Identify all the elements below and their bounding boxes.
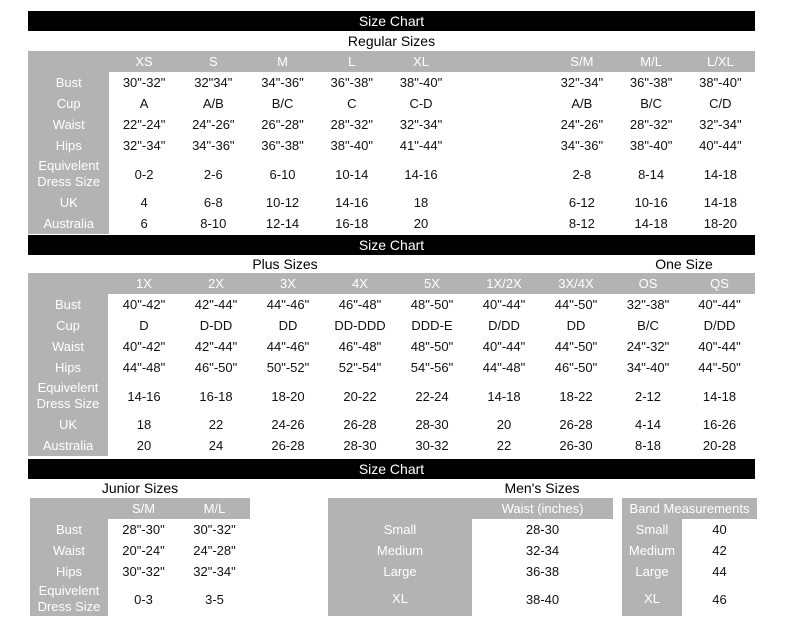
cell: D/DD (684, 315, 755, 336)
cell: 32"-34" (547, 72, 616, 93)
one-size-title: One Size (655, 256, 713, 272)
cell: 6 (109, 213, 178, 234)
cell: 0-2 (109, 156, 178, 192)
cell: 42"-44" (180, 336, 252, 357)
cell: 40"-42" (108, 336, 180, 357)
cell: 14-16 (317, 192, 386, 213)
cell: D/DD (468, 315, 540, 336)
column-header: M/L (616, 51, 685, 72)
cell (456, 192, 548, 213)
cell: 44"-50" (684, 357, 755, 378)
cell (456, 135, 548, 156)
cell: 14-18 (686, 192, 755, 213)
cell: 46"-48" (324, 336, 396, 357)
cell: 32"-34" (109, 135, 178, 156)
size-chart-bar-label: Size Chart (358, 237, 425, 253)
cell: 24 (180, 435, 252, 456)
table-row (30, 540, 250, 561)
cell: B/C (616, 93, 685, 114)
cell (456, 93, 548, 114)
table-row (30, 582, 250, 616)
table-row (28, 72, 755, 93)
cell: 26"-28" (248, 114, 317, 135)
column-header: L/XL (686, 51, 755, 72)
cell: 44"-48" (108, 357, 180, 378)
cell: 44"-48" (468, 357, 540, 378)
row-label: UK (28, 192, 109, 213)
column-header: S/M (108, 498, 179, 519)
header-row (622, 498, 757, 519)
cell: 36"-38" (616, 72, 685, 93)
column-header: 5X (396, 273, 468, 294)
regular-sizes-table (28, 51, 755, 234)
cell: A (109, 93, 178, 114)
cell: 18-22 (540, 378, 612, 414)
row-label: Bust (30, 519, 108, 540)
cell: 26-30 (540, 435, 612, 456)
cell: 14-18 (686, 156, 755, 192)
cell: 44"-46" (252, 294, 324, 315)
cell: 40"-44" (684, 294, 755, 315)
row-label: Small (328, 519, 472, 540)
cell: 34"-36" (547, 135, 616, 156)
cell: 26-28 (252, 435, 324, 456)
cell: 36"-38" (248, 135, 317, 156)
cell: 40"-44" (684, 336, 755, 357)
cell: 14-16 (108, 378, 180, 414)
size-chart-bar-label: Size Chart (358, 461, 425, 477)
row-label: Waist (28, 114, 109, 135)
column-header: 1X/2X (468, 273, 540, 294)
cell: C (317, 93, 386, 114)
table-row (28, 378, 755, 414)
column-header: 3X/4X (540, 273, 612, 294)
cell: 2-8 (547, 156, 616, 192)
cell: 4 (109, 192, 178, 213)
junior-sizes-title: Junior Sizes (101, 480, 179, 496)
cell: 38"-40" (317, 135, 386, 156)
column-header: Waist (inches) (472, 498, 613, 519)
table-row (328, 582, 613, 616)
table-row (328, 519, 613, 540)
row-label: Bust (28, 72, 109, 93)
cell: 30"-32" (108, 561, 179, 582)
cell: 44"-46" (252, 336, 324, 357)
corner-header (28, 51, 109, 72)
cell: B/C (248, 93, 317, 114)
row-label: Large (622, 561, 682, 582)
cell: 30"-32" (109, 72, 178, 93)
cell: 32"-38" (612, 294, 684, 315)
plus-sizes-table (28, 273, 755, 456)
cell: 30"-32" (179, 519, 250, 540)
row-label: Equivelent Dress Size (28, 378, 108, 414)
cell: 28"-32" (317, 114, 386, 135)
regular-sizes-title: Regular Sizes (347, 33, 436, 49)
cell: 44"-50" (540, 336, 612, 357)
corner-header (328, 498, 472, 519)
cell: 0-3 (108, 582, 179, 616)
cell: 24"-32" (612, 336, 684, 357)
cell: 18-20 (686, 213, 755, 234)
column-header: XL (386, 51, 455, 72)
cell: 42"-44" (180, 294, 252, 315)
cell: 46 (682, 582, 757, 616)
cell: 22 (468, 435, 540, 456)
cell: 20 (386, 213, 455, 234)
column-header: Band Measurements (622, 498, 757, 519)
cell: 28-30 (472, 519, 613, 540)
bottom-tables-row (30, 498, 755, 616)
size-chart-bar-label: Size Chart (358, 13, 425, 29)
cell: 30-32 (396, 435, 468, 456)
table-row (328, 561, 613, 582)
cell: 50"-52" (252, 357, 324, 378)
header-row (28, 51, 755, 72)
cell: 32"-34" (686, 114, 755, 135)
header-row (30, 498, 250, 519)
cell: DD-DDD (324, 315, 396, 336)
row-label: XL (328, 582, 472, 616)
cell: 32"-34" (386, 114, 455, 135)
column-header: S/M (547, 51, 616, 72)
cell: 20 (108, 435, 180, 456)
cell: 34"-36" (248, 72, 317, 93)
cell: 6-10 (248, 156, 317, 192)
row-label: Small (622, 519, 682, 540)
cell: 24"-26" (179, 114, 248, 135)
mens-waist-table (328, 498, 613, 616)
cell: 40"-44" (686, 135, 755, 156)
cell: 28"-32" (616, 114, 685, 135)
cell: D (108, 315, 180, 336)
column-header: 2X (180, 273, 252, 294)
table-row (30, 561, 250, 582)
cell: 8-14 (616, 156, 685, 192)
cell: A/B (179, 93, 248, 114)
cell: 6-12 (547, 192, 616, 213)
header-row (28, 273, 755, 294)
table-row (622, 582, 757, 616)
cell: 14-18 (468, 378, 540, 414)
cell: 32"34" (179, 72, 248, 93)
cell: 26-28 (540, 414, 612, 435)
cell: DDD-E (396, 315, 468, 336)
cell: 44"-50" (540, 294, 612, 315)
table-row (28, 294, 755, 315)
row-label: Waist (30, 540, 108, 561)
junior-sizes-table (30, 498, 250, 616)
row-label: Hips (28, 135, 109, 156)
cell: 34"-40" (612, 357, 684, 378)
cell: B/C (612, 315, 684, 336)
cell: 14-18 (684, 378, 755, 414)
column-header: QS (684, 273, 755, 294)
cell: 12-14 (248, 213, 317, 234)
table-row (28, 435, 755, 456)
size-chart-bar-regular (28, 11, 755, 31)
cell: 20-22 (324, 378, 396, 414)
table-row (28, 357, 755, 378)
cell: 10-12 (248, 192, 317, 213)
row-label: UK (28, 414, 108, 435)
cell: 38"-40" (686, 72, 755, 93)
row-label: Australia (28, 213, 109, 234)
cell: 8-18 (612, 435, 684, 456)
cell: 32-34 (472, 540, 613, 561)
cell: 52"-54" (324, 357, 396, 378)
table-row (28, 414, 755, 435)
row-label: Hips (28, 357, 108, 378)
row-label: Cup (28, 315, 108, 336)
cell: 8-10 (179, 213, 248, 234)
header-row (328, 498, 613, 519)
cell: 22-24 (396, 378, 468, 414)
cell: 42 (682, 540, 757, 561)
cell: 10-14 (317, 156, 386, 192)
row-label: Bust (28, 294, 108, 315)
cell: 28-30 (324, 435, 396, 456)
cell: 20 (468, 414, 540, 435)
row-label: Equivelent Dress Size (30, 582, 108, 616)
cell: 16-18 (180, 378, 252, 414)
cell: 40"-42" (108, 294, 180, 315)
cell: 2-6 (179, 156, 248, 192)
row-label: Medium (622, 540, 682, 561)
cell: 6-8 (179, 192, 248, 213)
cell: 26-28 (324, 414, 396, 435)
column-header: XS (109, 51, 178, 72)
table-row (622, 519, 757, 540)
cell: 40"-44" (468, 294, 540, 315)
column-header (456, 51, 548, 72)
row-label: Large (328, 561, 472, 582)
table-row (328, 540, 613, 561)
table-row (622, 540, 757, 561)
row-label: Australia (28, 435, 108, 456)
column-header: 3X (252, 273, 324, 294)
column-header: 4X (324, 273, 396, 294)
cell: 38-40 (472, 582, 613, 616)
cell: 32"-34" (179, 561, 250, 582)
cell: 48"-50" (396, 294, 468, 315)
cell: 48"-50" (396, 336, 468, 357)
table-row (28, 114, 755, 135)
cell: 16-18 (317, 213, 386, 234)
cell: 22 (180, 414, 252, 435)
column-header: M (248, 51, 317, 72)
cell: 54"-56" (396, 357, 468, 378)
table-row (28, 192, 755, 213)
cell (456, 72, 548, 93)
cell: 24"-28" (179, 540, 250, 561)
row-label: XL (622, 582, 682, 616)
cell: 36-38 (472, 561, 613, 582)
cell: 28-30 (396, 414, 468, 435)
cell: 20-28 (684, 435, 755, 456)
size-chart-bar-plus (28, 235, 755, 255)
cell (456, 114, 548, 135)
cell: 18 (386, 192, 455, 213)
cell: 40"-44" (468, 336, 540, 357)
cell: 24"-26" (547, 114, 616, 135)
table-row (28, 315, 755, 336)
cell: A/B (547, 93, 616, 114)
plus-sizes-title: Plus Sizes (252, 256, 318, 272)
cell: 8-12 (547, 213, 616, 234)
cell: 38"-40" (386, 72, 455, 93)
table-row (28, 336, 755, 357)
cell: 4-14 (612, 414, 684, 435)
cell (456, 213, 548, 234)
mens-band-table (622, 498, 757, 616)
cell: 18 (108, 414, 180, 435)
size-chart-content (28, 0, 755, 616)
cell: DD (252, 315, 324, 336)
cell: C/D (686, 93, 755, 114)
cell: 20"-24" (108, 540, 179, 561)
column-header: L (317, 51, 386, 72)
cell: 16-26 (684, 414, 755, 435)
column-header: OS (612, 273, 684, 294)
cell: 46"-48" (324, 294, 396, 315)
table-row (28, 156, 755, 192)
table-row (28, 213, 755, 234)
cell: C-D (386, 93, 455, 114)
corner-header (28, 273, 108, 294)
row-label: Hips (30, 561, 108, 582)
mens-sizes-title: Men's Sizes (504, 480, 580, 496)
cell: 28"-30" (108, 519, 179, 540)
table-row (28, 135, 755, 156)
cell: 36"-38" (317, 72, 386, 93)
table-row (30, 519, 250, 540)
column-header: 1X (108, 273, 180, 294)
table-row (28, 93, 755, 114)
cell: 38"-40" (616, 135, 685, 156)
size-chart-bar-bottom (28, 459, 755, 479)
table-row (622, 561, 757, 582)
cell: 34"-36" (179, 135, 248, 156)
plus-one-size-titles (28, 255, 755, 273)
cell: DD (540, 315, 612, 336)
cell: 44 (682, 561, 757, 582)
corner-header (30, 498, 108, 519)
row-label: Waist (28, 336, 108, 357)
row-label: Cup (28, 93, 109, 114)
cell (456, 156, 548, 192)
cell: 14-18 (616, 213, 685, 234)
cell: 3-5 (179, 582, 250, 616)
cell: 10-16 (616, 192, 685, 213)
cell: D-DD (180, 315, 252, 336)
cell: 22"-24" (109, 114, 178, 135)
cell: 14-16 (386, 156, 455, 192)
cell: 18-20 (252, 378, 324, 414)
row-label: Equivelent Dress Size (28, 156, 109, 192)
cell: 46"-50" (540, 357, 612, 378)
cell: 41"-44" (386, 135, 455, 156)
cell: 40 (682, 519, 757, 540)
column-header: S (179, 51, 248, 72)
column-header: M/L (179, 498, 250, 519)
row-label: Medium (328, 540, 472, 561)
cell: 46"-50" (180, 357, 252, 378)
cell: 24-26 (252, 414, 324, 435)
junior-mens-titles (28, 479, 755, 498)
cell: 2-12 (612, 378, 684, 414)
